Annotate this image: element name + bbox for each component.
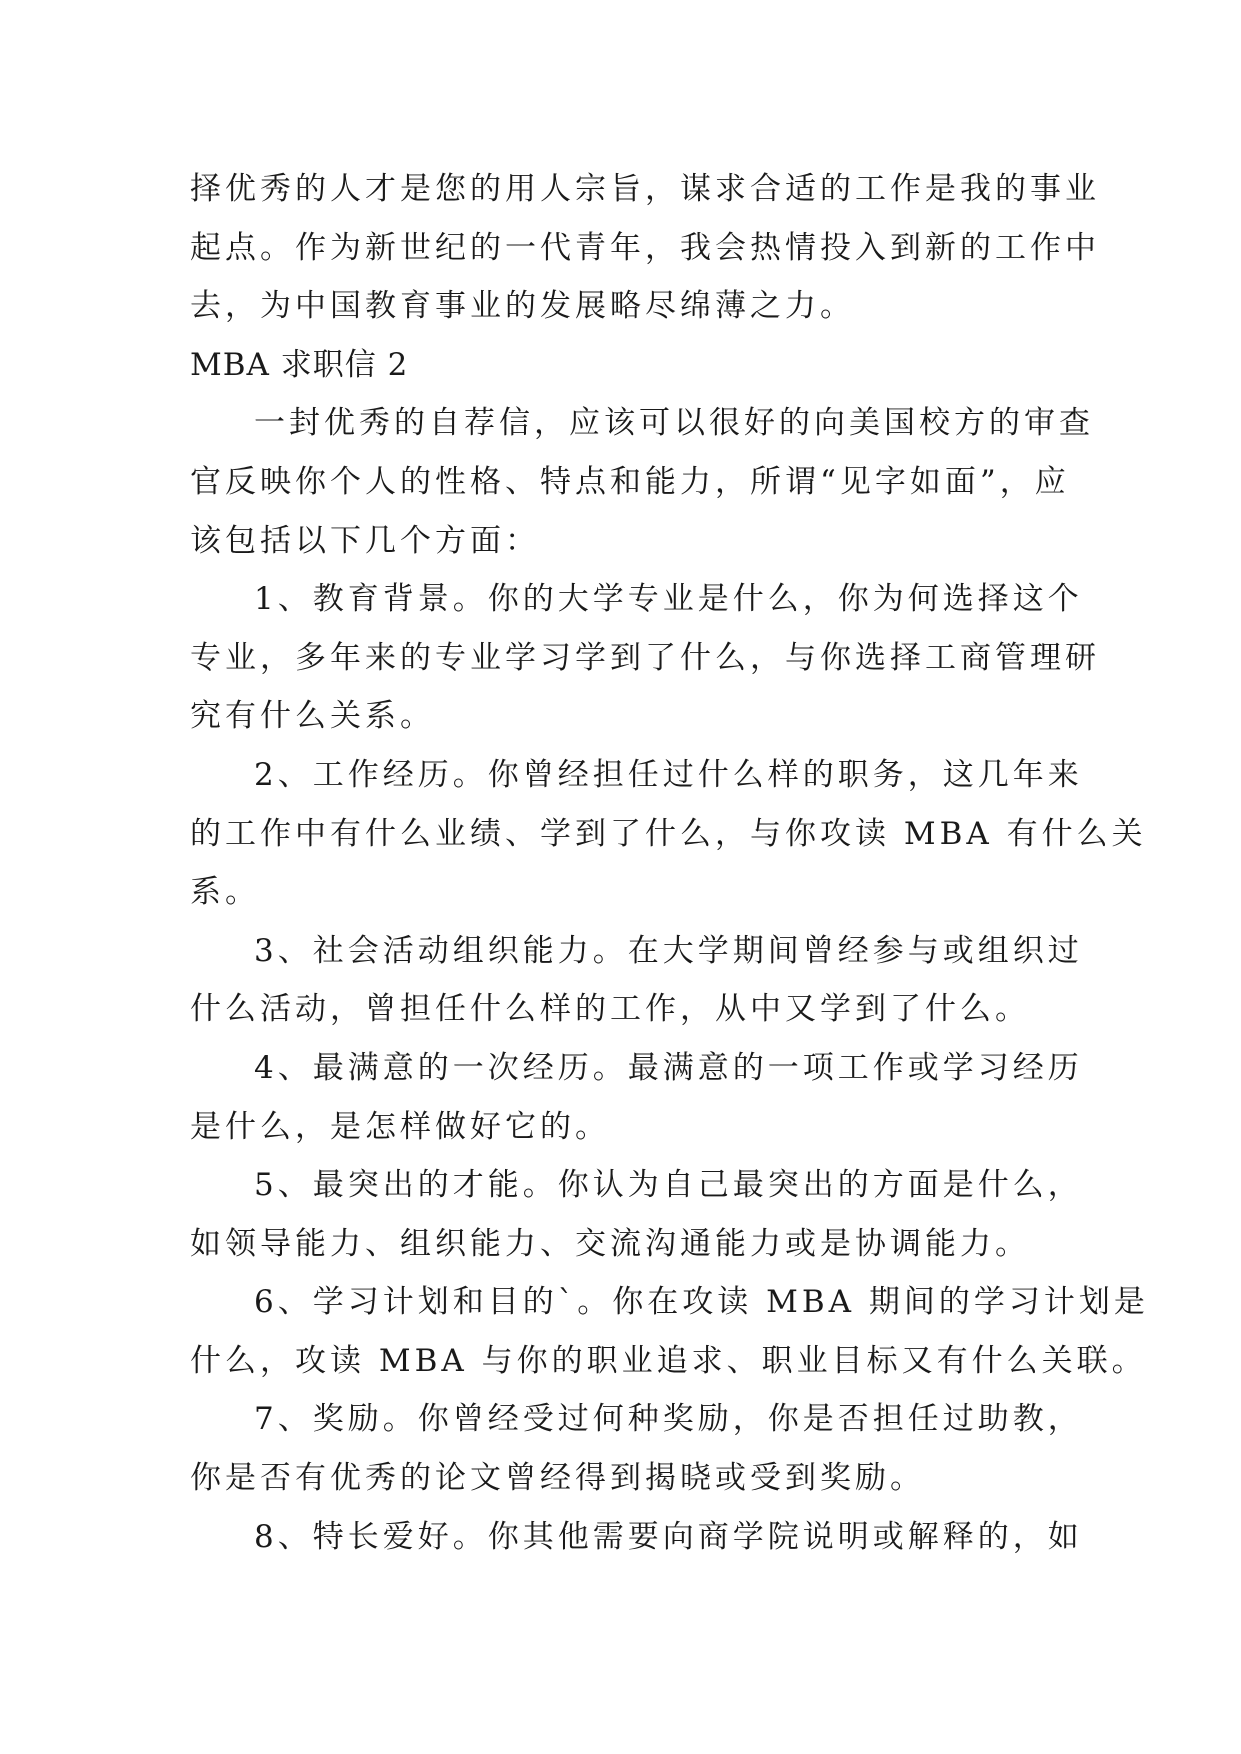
list-item-education: 1、教育背景。你的大学专业是什么，你为何选择这个 (254, 581, 1083, 618)
text-line: 什么，攻读 MBA 与你的职业追求、职业目标又有什么关联。 (190, 1342, 1147, 1379)
text-line: 你是否有优秀的论文曾经得到揭晓或受到奖励。 (190, 1460, 925, 1497)
list-item-study-plan: 6、学习计划和目的`。你在攻读 MBA 期间的学习计划是 (254, 1284, 1149, 1321)
text-line: 是什么，是怎样做好它的。 (190, 1108, 610, 1145)
text-line: 专业，多年来的专业学习学到了什么，与你选择工商管理研 (190, 639, 1100, 676)
paragraph-first-line: 一封优秀的自荐信，应该可以很好的向美国校方的审查 (254, 405, 1094, 442)
text-line: 官反映你个人的性格、特点和能力，所谓“见字如面”，应 (190, 463, 1070, 500)
section-heading: MBA 求职信 2 (190, 346, 409, 383)
text-line: 究有什么关系。 (190, 698, 435, 735)
text-line: 择优秀的人才是您的用人宗旨，谋求合适的工作是我的事业 (190, 171, 1100, 207)
list-item-best-experience: 4、最满意的一次经历。最满意的一项工作或学习经历 (254, 1049, 1083, 1086)
list-item-awards: 7、奖励。你曾经受过何种奖励，你是否担任过助教， (254, 1401, 1083, 1438)
document-body (190, 160, 1149, 1566)
text-line: 该包括以下几个方面： (190, 522, 540, 559)
list-item-talents: 5、最突出的才能。你认为自己最突出的方面是什么， (254, 1167, 1083, 1204)
text-line: 如领导能力、组织能力、交流沟通能力或是协调能力。 (190, 1225, 1030, 1262)
text-line: 系。 (190, 874, 260, 911)
text-line: 去，为中国教育事业的发展略尽绵薄之力。 (190, 288, 855, 325)
text-line: 的工作中有什么业绩、学到了什么，与你攻读 MBA 有什么关 (190, 815, 1147, 852)
text-line: 什么活动，曾担任什么样的工作，从中又学到了什么。 (190, 991, 1030, 1028)
list-item-social-activities: 3、社会活动组织能力。在大学期间曾经参与或组织过 (254, 932, 1083, 969)
list-item-work-experience: 2、工作经历。你曾经担任过什么样的职务，这几年来 (254, 756, 1083, 793)
text-line: 起点。作为新世纪的一代青年，我会热情投入到新的工作中 (190, 229, 1100, 266)
list-item-hobbies: 8、特长爱好。你其他需要向商学院说明或解释的，如 (254, 1518, 1083, 1555)
